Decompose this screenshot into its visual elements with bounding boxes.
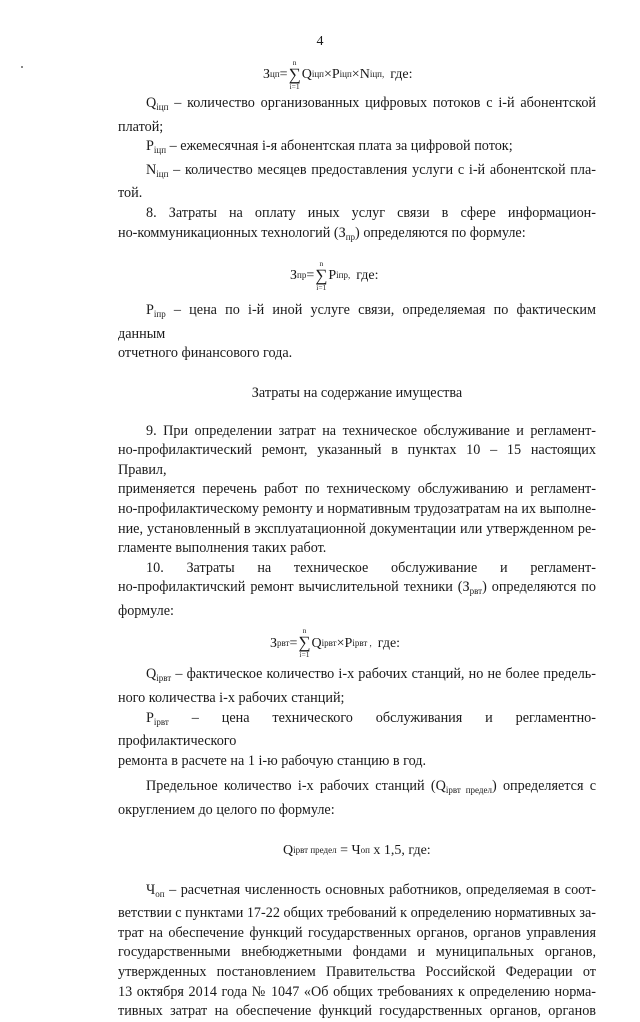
margin-mark — [21, 66, 23, 68]
definition-p-rvt: $P_{iрвт}$ – цена технического обслуживания и регламентно-профилактического ремонта в расчете на 1 i-ю рабочую станцию в год. — [118, 709, 596, 769]
formula-digital-streams: З цп = n ∑ i=1 Q iцп × P iцп × N iцп, где: — [263, 58, 413, 91]
sum-operator: n ∑ i=1 — [315, 259, 328, 293]
definition-p-pr: $P_{iпр}$ – цена по i-й иной услуге связи, определяемая по фактическим данным отчетного финансового года. — [118, 302, 597, 362]
paragraph-staff-count: $Ч_{оп}$ – расчетная численность основных работников, определяемая в соот- ветствии с пунктами 17-22 общих требований к определению нормативных за- трат на обеспечение функций государственных органов, органов управления государственными внебюджетными фондами и муниципальных органов, утвержденных постановлением Правительства Российской Федерации от 13 октября 2014 года № 1047 «Об общих требованиях к определению норма- тивных затрат на обеспечение функций государственных органов, органов — [118, 881, 596, 1020]
formula-limit-workstations: Q iрвт предел = Ч оп x 1,5, где: — [283, 842, 431, 858]
paragraph-8: 8. Затраты на оплату иных услуг связи в сфере информацион- но-коммуникационных технологий $(З_{пр})$ определяются по формуле: — [118, 204, 596, 242]
sum-operator: n ∑ i=1 — [288, 58, 301, 91]
paragraph-9: 9. При определении затрат на техническое обслуживание и регламент- но-профилактический ремонт, указанный в пунктах 10 – 15 настоящих Правил, применяется перечень работ по техническому обслуживанию и регламент- но-профилактическому ремонту и нормативным трудозатратам на их выполне- ние, установленный в эксплуатационной документации или утвержденном ре- гламенте выполнения таких работ. — [118, 422, 596, 557]
paragraph-10: 10. Затраты на техническое обслуживание и регламент- но-профилактичский ремонт вычислительной техники $(З_{рвт})$ определяются по формуле: — [118, 559, 596, 619]
definition-n-cp: $N_{iцп}$ – количество месяцев предоставления услуги с i-й абонентской пла- той. — [118, 161, 596, 202]
definition-q-cp: $Q_{iцп}$ – количество организованных цифровых потоков с i-й абонентской платой; — [118, 95, 597, 135]
sum-operator: n ∑ i=1 — [298, 626, 311, 660]
page-number: 4 — [316, 34, 324, 49]
definition-p-cp: $P_{iцп}$ – ежемесячная i-я абонентская плата за цифровой поток; — [146, 138, 513, 156]
definition-q-rvt: $Q_{iрвт}$ – фактическое количество i-х рабочих станций, но не более предель- ного количества i-х рабочих станций; — [118, 666, 596, 707]
paragraph-limit: Предельное количество i-х рабочих станций $(Q_{iрвт предел})$ определяется с округлением до целого по формуле: — [118, 778, 597, 819]
formula-other-services: З пр = n ∑ i=1 P iпр, где: — [290, 259, 379, 293]
section-heading: Затраты на содержание имущества — [251, 384, 463, 401]
formula-computing-repair: З рвт = n ∑ i=1 Q iрвт × P iрвт , где: — [270, 626, 401, 660]
document-body — [118, 56, 596, 1022]
